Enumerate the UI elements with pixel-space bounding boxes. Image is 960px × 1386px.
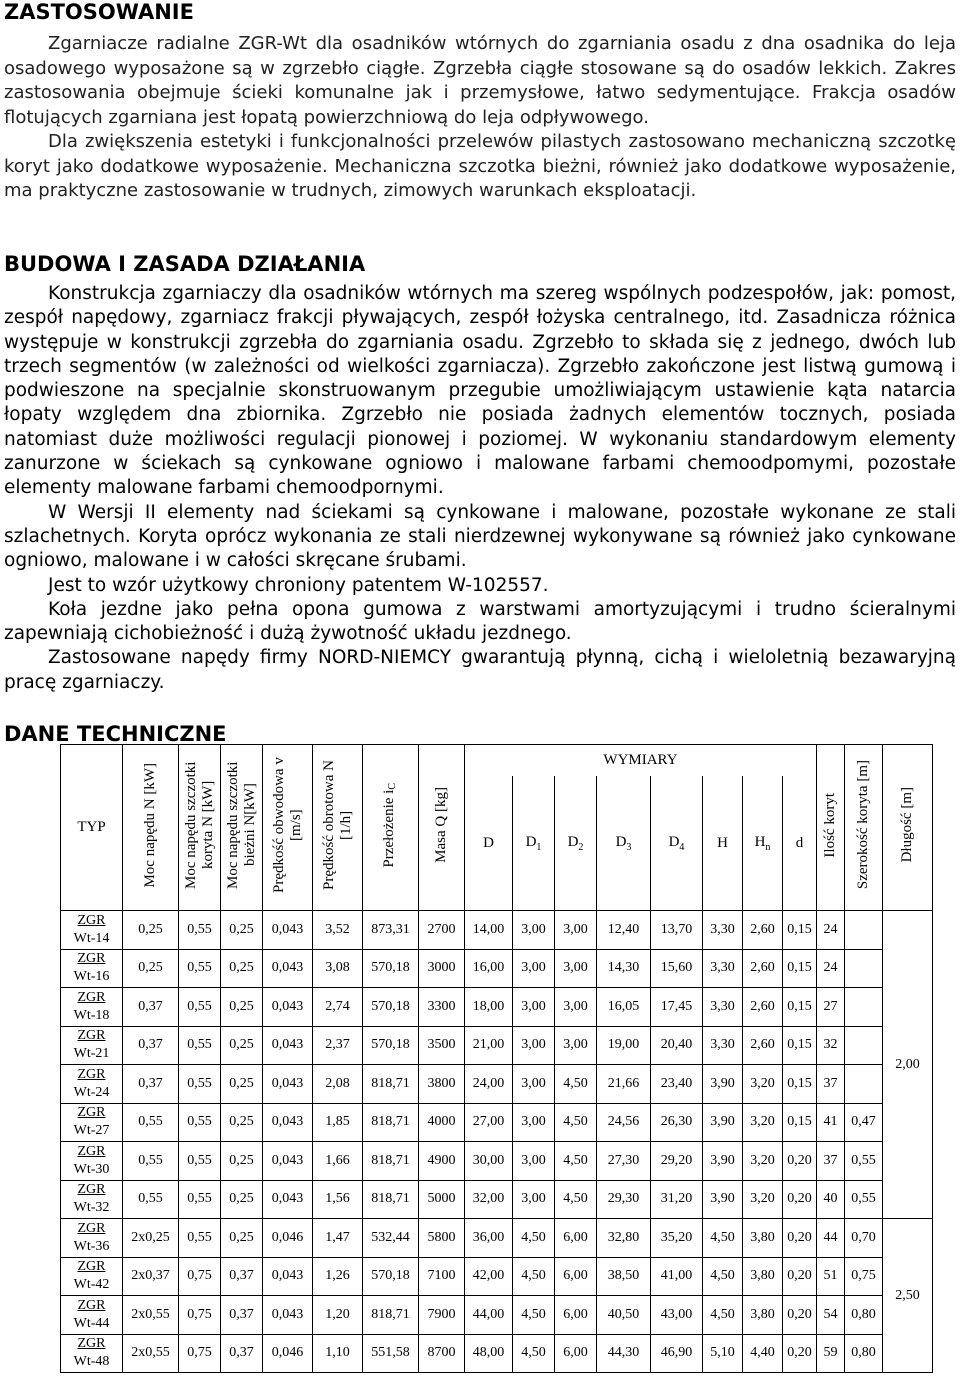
table-cell: 0,25 bbox=[221, 1219, 263, 1258]
table-cell: 7100 bbox=[419, 1257, 465, 1296]
table-cell: 37 bbox=[817, 1065, 845, 1104]
table-cell: 3,80 bbox=[743, 1219, 783, 1258]
table-cell: 0,55 bbox=[179, 949, 221, 988]
header-d2: $D_2$ bbox=[555, 776, 597, 910]
table-cell: 4,50 bbox=[703, 1257, 743, 1296]
header-d-small: d bbox=[783, 776, 817, 910]
table-cell: 0,20 bbox=[783, 1296, 817, 1335]
table-cell: 15,60 bbox=[651, 949, 703, 988]
table-cell: 13,70 bbox=[651, 911, 703, 950]
cell-szerokosc: 0,80 bbox=[845, 1296, 883, 1335]
table-cell: 3,52 bbox=[313, 911, 363, 950]
table-cell: 3,00 bbox=[513, 1026, 555, 1065]
table-cell: 570,18 bbox=[363, 949, 419, 988]
table-cell: 0,15 bbox=[783, 1065, 817, 1104]
table-cell: 8700 bbox=[419, 1334, 465, 1373]
table-cell: 3,80 bbox=[743, 1296, 783, 1335]
table-row bbox=[61, 1334, 933, 1373]
header-szerokosc: Szerokość koryta [m] bbox=[845, 745, 883, 911]
table-cell: 3500 bbox=[419, 1026, 465, 1065]
cell-szerokosc: 0,75 bbox=[845, 1257, 883, 1296]
table-cell: 2,08 bbox=[313, 1065, 363, 1104]
table-cell: 44 bbox=[817, 1219, 845, 1258]
table-cell: 2x0,55 bbox=[123, 1334, 179, 1373]
cell-typ: ZGR Wt-18 bbox=[61, 988, 123, 1027]
table-cell: 19,00 bbox=[597, 1026, 651, 1065]
paragraph: Zgarniacze radialne ZGR-Wt dla osadników wtórnych do zgarniania osadu z dna osadnika do leja osadowego wyposażone są w zgrzebło ciągłe. Zgrzebła ciągłe stosowane są do osadów lekkich. Zakres zastosowania obejmuje ścieki komunalne jak i przemysłowe, łatwo sedymentujące. Frakcja osadów flotujących zgarniana jest łopatą powierzchniową do leja odpływowego. bbox=[4, 33, 956, 128]
header-moc-biezni: Moc napędu szczotki bieżni N[kW] bbox=[221, 745, 263, 911]
table-body bbox=[61, 911, 933, 1373]
cell-typ: ZGR Wt-48 bbox=[61, 1334, 123, 1373]
table-cell: 3,30 bbox=[703, 988, 743, 1027]
table-row bbox=[61, 1142, 933, 1181]
table-cell: 3,90 bbox=[703, 1065, 743, 1104]
table-cell: 3,00 bbox=[513, 988, 555, 1027]
table-cell: 21,66 bbox=[597, 1065, 651, 1104]
table-cell: 551,58 bbox=[363, 1334, 419, 1373]
header-moc-koryta: Moc napędu szczotki koryta N [kW] bbox=[179, 745, 221, 911]
table-cell: 4,50 bbox=[555, 1180, 597, 1219]
table-cell: 4,50 bbox=[555, 1065, 597, 1104]
table-cell: 14,30 bbox=[597, 949, 651, 988]
table-cell: 16,00 bbox=[465, 949, 513, 988]
table-cell: 1,26 bbox=[313, 1257, 363, 1296]
cell-szerokosc bbox=[845, 1065, 883, 1104]
table-cell: 0,043 bbox=[263, 1065, 313, 1104]
table-cell: 3800 bbox=[419, 1065, 465, 1104]
table-cell: 0,37 bbox=[123, 1065, 179, 1104]
table-cell: 51 bbox=[817, 1257, 845, 1296]
table-cell: 0,55 bbox=[123, 1180, 179, 1219]
table-cell: 1,47 bbox=[313, 1219, 363, 1258]
zastosowanie-text bbox=[4, 32, 956, 204]
table-cell: 2,74 bbox=[313, 988, 363, 1027]
table-row bbox=[61, 911, 933, 950]
table-row bbox=[61, 1026, 933, 1065]
table-cell: 2x0,55 bbox=[123, 1296, 179, 1335]
table-cell: 30,00 bbox=[465, 1142, 513, 1181]
table-cell: 0,75 bbox=[179, 1334, 221, 1373]
table-cell: 0,043 bbox=[263, 1026, 313, 1065]
table-cell: 818,71 bbox=[363, 1065, 419, 1104]
header-d: D bbox=[465, 776, 513, 910]
table-cell: 4,50 bbox=[703, 1219, 743, 1258]
table-cell: 0,25 bbox=[221, 1065, 263, 1104]
table-cell: 0,55 bbox=[179, 911, 221, 950]
table-cell: 3,20 bbox=[743, 1180, 783, 1219]
table-cell: 818,71 bbox=[363, 1103, 419, 1142]
table-cell: 2x0,25 bbox=[123, 1219, 179, 1258]
section-title-budowa: BUDOWA I ZASADA DZIAŁANIA bbox=[4, 252, 366, 276]
cell-typ: ZGR Wt-30 bbox=[61, 1142, 123, 1181]
table-cell: 32 bbox=[817, 1026, 845, 1065]
cell-typ: ZGR Wt-16 bbox=[61, 949, 123, 988]
table-cell: 0,55 bbox=[179, 1103, 221, 1142]
table-cell: 44,00 bbox=[465, 1296, 513, 1335]
table-cell: 6,00 bbox=[555, 1296, 597, 1335]
table-cell: 2,60 bbox=[743, 949, 783, 988]
header-typ: TYP bbox=[61, 745, 123, 911]
table-cell: 44,30 bbox=[597, 1334, 651, 1373]
cell-typ: ZGR Wt-42 bbox=[61, 1257, 123, 1296]
table-cell: 3,20 bbox=[743, 1065, 783, 1104]
table-cell: 0,20 bbox=[783, 1257, 817, 1296]
cell-szerokosc: 0,70 bbox=[845, 1219, 883, 1258]
cell-dlugosc: 2,00 bbox=[883, 911, 933, 1219]
header-predkosc-v: Prędkość obwodowa v [m/s] bbox=[263, 745, 313, 911]
table-row bbox=[61, 1180, 933, 1219]
table-cell: 20,40 bbox=[651, 1026, 703, 1065]
table-cell: 0,043 bbox=[263, 949, 313, 988]
table-cell: 16,05 bbox=[597, 988, 651, 1027]
header-h: H bbox=[703, 776, 743, 910]
table-cell: 4,50 bbox=[555, 1142, 597, 1181]
header-d3: $D_3$ bbox=[597, 776, 651, 910]
table-cell: 4900 bbox=[419, 1142, 465, 1181]
table-row bbox=[61, 988, 933, 1027]
table-cell: 48,00 bbox=[465, 1334, 513, 1373]
table-cell: 0,15 bbox=[783, 911, 817, 950]
header-masa: Masa Q [kg] bbox=[419, 745, 465, 911]
paragraph: W Wersji II elementy nad ściekami są cynkowane i malowane, pozostałe wykonane ze stali szlachetnych. Koryta oprócz wykonania ze stali nierdzewnej wykonywane są również jako cynkowane ogniowo, malowane i w całości skręcane śrubami. bbox=[4, 501, 956, 572]
table-cell: 29,20 bbox=[651, 1142, 703, 1181]
table-cell: 818,71 bbox=[363, 1180, 419, 1219]
paragraph: Jest to wzór użytkowy chroniony patentem W-102557. bbox=[48, 574, 549, 596]
table-cell: 38,50 bbox=[597, 1257, 651, 1296]
table-cell: 4,50 bbox=[513, 1219, 555, 1258]
paragraph: Dla zwiększenia estetyki i funkcjonalności przelewów pilastych zastosowano mechaniczną szczotkę koryt jako dodatkowe wyposażenie. Mechaniczna szczotka bieżni, również jako dodatkowe wyposażenie, ma praktyczne zastosowanie w trudnych, zimowych warunkach eksploatacji. bbox=[4, 131, 956, 201]
cell-szerokosc bbox=[845, 911, 883, 950]
table-cell: 27 bbox=[817, 988, 845, 1027]
cell-szerokosc: 0,80 bbox=[845, 1334, 883, 1373]
table-cell: 0,37 bbox=[123, 988, 179, 1027]
table-cell: 3,20 bbox=[743, 1142, 783, 1181]
table-cell: 36,00 bbox=[465, 1219, 513, 1258]
table-header-row bbox=[61, 745, 933, 777]
header-przelozenie: Przełożenie $i_C$ bbox=[363, 745, 419, 911]
header-d1: $D_1$ bbox=[513, 776, 555, 910]
technical-data-table bbox=[60, 744, 933, 1373]
table-cell: 6,00 bbox=[555, 1219, 597, 1258]
table-cell: 37 bbox=[817, 1142, 845, 1181]
table-cell: 3,00 bbox=[555, 911, 597, 950]
table-cell: 27,00 bbox=[465, 1103, 513, 1142]
table-row bbox=[61, 1296, 933, 1335]
table-cell: 41 bbox=[817, 1103, 845, 1142]
table-cell: 23,40 bbox=[651, 1065, 703, 1104]
cell-szerokosc: 0,47 bbox=[845, 1103, 883, 1142]
table-cell: 0,55 bbox=[179, 1142, 221, 1181]
table-cell: 0,043 bbox=[263, 988, 313, 1027]
table-cell: 0,75 bbox=[179, 1296, 221, 1335]
header-ilosc-koryt: Ilość koryt bbox=[817, 745, 845, 911]
paragraph: Konstrukcja zgarniaczy dla osadników wtórnych ma szereg wspólnych podzespołów, jak: pomost, zespół napędowy, zgarniacz frakcji pływających, zespół łożyska centralnego, itd. Zasadnicza różnica występuje w konstrukcji zgrzebła do zgarniania osadu. Zgrzebło to składa się z jednego, dwóch lub trzech segmentów (w zależności od wielkości zgarniacza). Zgrzebło zakończone jest listwą gumową i podwieszone na specjalnie skonstruowanym przegubie umożliwiającym ustawienie kąta natarcia łopaty względem dna zbiornika. Zgrzebło nie posiada żadnych elementów tocznych, posiada natomiast duże możliwości regulacji pionowej i poziomej. W wykonaniu standardowym elementy zanurzone w ściekach są cynkowane ogniowo i malowane farbami chemoodpomymi, pozostałe elementy malowane farbami chemoodpornymi. bbox=[4, 283, 956, 499]
table-cell: 0,15 bbox=[783, 949, 817, 988]
table-cell: 35,20 bbox=[651, 1219, 703, 1258]
table-cell: 0,046 bbox=[263, 1334, 313, 1373]
table-cell: 3,30 bbox=[703, 911, 743, 950]
table-cell: 2700 bbox=[419, 911, 465, 950]
table-cell: 0,37 bbox=[221, 1334, 263, 1373]
table-cell: 31,20 bbox=[651, 1180, 703, 1219]
table-cell: 42,00 bbox=[465, 1257, 513, 1296]
table-cell: 570,18 bbox=[363, 1257, 419, 1296]
table-cell: 3,00 bbox=[555, 1026, 597, 1065]
table-cell: 1,20 bbox=[313, 1296, 363, 1335]
table-cell: 3000 bbox=[419, 949, 465, 988]
table-cell: 1,56 bbox=[313, 1180, 363, 1219]
table-cell: 2x0,37 bbox=[123, 1257, 179, 1296]
table-cell: 0,15 bbox=[783, 988, 817, 1027]
table-cell: 24,56 bbox=[597, 1103, 651, 1142]
table-cell: 0,25 bbox=[123, 949, 179, 988]
table-cell: 3,00 bbox=[513, 1142, 555, 1181]
table-cell: 4,50 bbox=[513, 1334, 555, 1373]
table-cell: 0,15 bbox=[783, 1026, 817, 1065]
table-cell: 3,30 bbox=[703, 949, 743, 988]
table-cell: 59 bbox=[817, 1334, 845, 1373]
table-cell: 4,50 bbox=[555, 1103, 597, 1142]
table-cell: 0,046 bbox=[263, 1219, 313, 1258]
table-cell: 0,75 bbox=[179, 1257, 221, 1296]
table-cell: 3,08 bbox=[313, 949, 363, 988]
table-cell: 5000 bbox=[419, 1180, 465, 1219]
header-d4: $D_4$ bbox=[651, 776, 703, 910]
cell-typ: ZGR Wt-44 bbox=[61, 1296, 123, 1335]
section-title-dane: DANE TECHNICZNE bbox=[4, 722, 227, 746]
table-cell: 532,44 bbox=[363, 1219, 419, 1258]
table-cell: 3,80 bbox=[743, 1257, 783, 1296]
cell-typ: ZGR Wt-32 bbox=[61, 1180, 123, 1219]
header-predkosc-n: Prędkość obrotowa N [1/h] bbox=[313, 745, 363, 911]
cell-dlugosc: 2,50 bbox=[883, 1219, 933, 1373]
table-cell: 40 bbox=[817, 1180, 845, 1219]
table-cell: 41,00 bbox=[651, 1257, 703, 1296]
table-cell: 0,043 bbox=[263, 1180, 313, 1219]
table-cell: 4,50 bbox=[513, 1296, 555, 1335]
table-cell: 0,043 bbox=[263, 1142, 313, 1181]
table-cell: 21,00 bbox=[465, 1026, 513, 1065]
table-cell: 3,90 bbox=[703, 1103, 743, 1142]
table-cell: 0,25 bbox=[221, 1026, 263, 1065]
cell-szerokosc bbox=[845, 949, 883, 988]
table-cell: 570,18 bbox=[363, 1026, 419, 1065]
table-cell: 3,00 bbox=[513, 911, 555, 950]
table-cell: 0,20 bbox=[783, 1219, 817, 1258]
table-cell: 0,20 bbox=[783, 1180, 817, 1219]
table-cell: 3,20 bbox=[743, 1103, 783, 1142]
cell-typ: ZGR Wt-21 bbox=[61, 1026, 123, 1065]
table-cell: 4,50 bbox=[703, 1296, 743, 1335]
table-cell: 4,40 bbox=[743, 1334, 783, 1373]
table-cell: 2,60 bbox=[743, 1026, 783, 1065]
paragraph: Zastosowane napędy firmy NORD-NIEMCY gwarantują płynną, cichą i wieloletnią bezawaryjną pracę zgarniaczy. bbox=[4, 647, 956, 693]
table-cell: 0,25 bbox=[221, 1180, 263, 1219]
table-cell: 0,55 bbox=[179, 1065, 221, 1104]
table-cell: 818,71 bbox=[363, 1296, 419, 1335]
table-cell: 818,71 bbox=[363, 1142, 419, 1181]
table-cell: 0,37 bbox=[221, 1296, 263, 1335]
table-cell: 24,00 bbox=[465, 1065, 513, 1104]
header-hn: $H_n$ bbox=[743, 776, 783, 910]
table-cell: 1,85 bbox=[313, 1103, 363, 1142]
table-row bbox=[61, 1065, 933, 1104]
budowa-text bbox=[4, 282, 956, 695]
table-row bbox=[61, 1257, 933, 1296]
table-cell: 3,30 bbox=[703, 1026, 743, 1065]
table-cell: 3300 bbox=[419, 988, 465, 1027]
table-cell: 3,90 bbox=[703, 1180, 743, 1219]
table-cell: 0,25 bbox=[221, 949, 263, 988]
table-cell: 0,25 bbox=[123, 911, 179, 950]
table-cell: 5800 bbox=[419, 1219, 465, 1258]
table-cell: 26,30 bbox=[651, 1103, 703, 1142]
table-cell: 14,00 bbox=[465, 911, 513, 950]
table-cell: 4000 bbox=[419, 1103, 465, 1142]
cell-szerokosc bbox=[845, 1026, 883, 1065]
table-cell: 17,45 bbox=[651, 988, 703, 1027]
table-cell: 0,15 bbox=[783, 1103, 817, 1142]
table-cell: 12,40 bbox=[597, 911, 651, 950]
table-cell: 46,90 bbox=[651, 1334, 703, 1373]
table-cell: 32,80 bbox=[597, 1219, 651, 1258]
table-row bbox=[61, 949, 933, 988]
table-cell: 0,55 bbox=[179, 1180, 221, 1219]
header-moc-n: Moc napędu N [kW] bbox=[123, 745, 179, 911]
table-cell: 2,60 bbox=[743, 988, 783, 1027]
table-cell: 6,00 bbox=[555, 1334, 597, 1373]
table-cell: 24 bbox=[817, 949, 845, 988]
table-cell: 0,20 bbox=[783, 1334, 817, 1373]
table-row bbox=[61, 1103, 933, 1142]
table-cell: 32,00 bbox=[465, 1180, 513, 1219]
table-cell: 6,00 bbox=[555, 1257, 597, 1296]
table-cell: 1,66 bbox=[313, 1142, 363, 1181]
table-cell: 0,55 bbox=[179, 1219, 221, 1258]
cell-typ: ZGR Wt-36 bbox=[61, 1219, 123, 1258]
cell-szerokosc: 0,55 bbox=[845, 1180, 883, 1219]
table-cell: 4,50 bbox=[513, 1257, 555, 1296]
table-cell: 0,043 bbox=[263, 1257, 313, 1296]
section-title-zastosowanie: ZASTOSOWANIE bbox=[4, 0, 194, 24]
table-cell: 5,10 bbox=[703, 1334, 743, 1373]
header-wymiary: WYMIARY bbox=[465, 745, 817, 777]
table-cell: 43,00 bbox=[651, 1296, 703, 1335]
cell-szerokosc: 0,55 bbox=[845, 1142, 883, 1181]
table-cell: 2,60 bbox=[743, 911, 783, 950]
table-cell: 3,00 bbox=[513, 1180, 555, 1219]
table-cell: 3,00 bbox=[555, 949, 597, 988]
table-cell: 0,043 bbox=[263, 1296, 313, 1335]
table-cell: 18,00 bbox=[465, 988, 513, 1027]
table-cell: 0,25 bbox=[221, 1142, 263, 1181]
table-cell: 0,25 bbox=[221, 1103, 263, 1142]
table-cell: 2,37 bbox=[313, 1026, 363, 1065]
table-cell: 54 bbox=[817, 1296, 845, 1335]
table-row bbox=[61, 1219, 933, 1258]
table-cell: 0,37 bbox=[221, 1257, 263, 1296]
table-cell: 3,00 bbox=[555, 988, 597, 1027]
paragraph: Koła jezdne jako pełna opona gumowa z warstwami amortyzującymi i trudno ścieralnymi zapewniają cichobieżność i dużą żywotność układu jezdnego. bbox=[4, 598, 956, 645]
table-cell: 0,043 bbox=[263, 1103, 313, 1142]
table-cell: 40,50 bbox=[597, 1296, 651, 1335]
cell-typ: ZGR Wt-24 bbox=[61, 1065, 123, 1104]
table-cell: 0,55 bbox=[123, 1142, 179, 1181]
table-cell: 3,00 bbox=[513, 1103, 555, 1142]
header-dlugosc: Długość [m] bbox=[883, 745, 933, 911]
table-cell: 29,30 bbox=[597, 1180, 651, 1219]
table-cell: 24 bbox=[817, 911, 845, 950]
table-cell: 3,90 bbox=[703, 1142, 743, 1181]
table-cell: 3,00 bbox=[513, 1065, 555, 1104]
table-cell: 0,55 bbox=[179, 988, 221, 1027]
table-cell: 0,043 bbox=[263, 911, 313, 950]
table-cell: 3,00 bbox=[513, 949, 555, 988]
table-cell: 0,37 bbox=[123, 1026, 179, 1065]
table-cell: 27,30 bbox=[597, 1142, 651, 1181]
table-cell: 1,10 bbox=[313, 1334, 363, 1373]
table-cell: 0,25 bbox=[221, 911, 263, 950]
cell-typ: ZGR Wt-27 bbox=[61, 1103, 123, 1142]
table-cell: 0,55 bbox=[179, 1026, 221, 1065]
table-cell: 0,55 bbox=[123, 1103, 179, 1142]
table-cell: 0,25 bbox=[221, 988, 263, 1027]
table-cell: 570,18 bbox=[363, 988, 419, 1027]
cell-szerokosc bbox=[845, 988, 883, 1027]
cell-typ: ZGR Wt-14 bbox=[61, 911, 123, 950]
table-cell: 7900 bbox=[419, 1296, 465, 1335]
table-cell: 0,20 bbox=[783, 1142, 817, 1181]
table-cell: 873,31 bbox=[363, 911, 419, 950]
